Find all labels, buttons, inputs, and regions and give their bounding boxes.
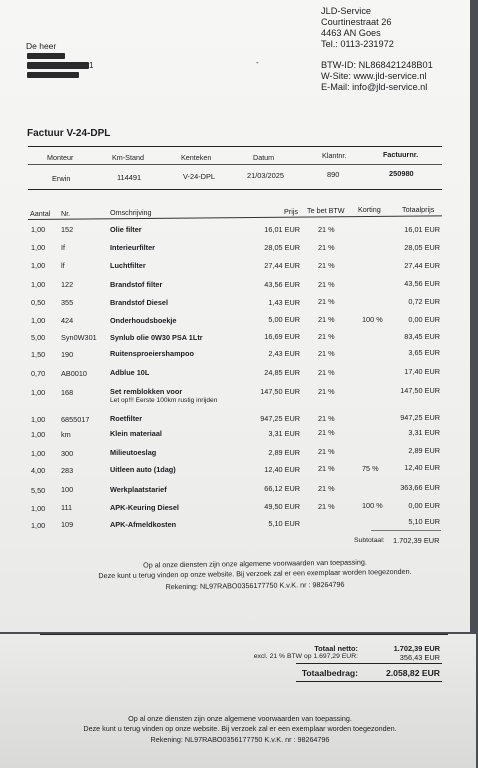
item-desc: Brandstof Diesel [110, 297, 168, 307]
item-qty: 1,00 [31, 504, 46, 513]
item-btw: 21 % [318, 501, 335, 511]
item-btw: 21 % [318, 315, 335, 325]
item-desc: Interieurfilter [110, 242, 156, 252]
val-factuurnr: 250980 [389, 169, 414, 178]
item-nr: 355 [61, 297, 74, 307]
val-kenteken: V-24-DPL [183, 172, 216, 181]
btw-label: excl. 21 % BTW op 1.697,29 EUR: [253, 653, 358, 660]
item-total: 16,01 EUR [404, 225, 440, 234]
item-disc: 100 % [362, 315, 383, 325]
val-datum: 21/03/2025 [247, 171, 284, 180]
item-price: 12,40 EUR [264, 464, 300, 474]
item-total: 3,31 EUR [408, 427, 440, 437]
item-btw: 21 % [318, 279, 335, 289]
item-nr: 300 [61, 448, 74, 458]
item-qty: 1,00 [31, 280, 46, 289]
header-rule-top [28, 146, 442, 147]
item-btw: 21 % [318, 260, 335, 270]
redacted-name [27, 53, 65, 59]
item-price: 2,89 EUR [268, 447, 300, 457]
item-desc: Ruitensproeiershampoo [110, 349, 194, 359]
item-btw: 21 % [318, 464, 335, 474]
item-nr: If [61, 242, 66, 252]
totals-rule-mid [296, 663, 442, 664]
item-btw: 21 % [318, 225, 335, 234]
item-nr: 152 [61, 225, 74, 234]
item-desc: Onderhoudsboekje [110, 315, 177, 325]
th-totaalprijs: Totaalprijs [402, 205, 435, 214]
invoice-page-2 [0, 634, 476, 768]
item-qty: 0,50 [31, 298, 46, 307]
col-klantnr: Klantnr. [322, 151, 347, 160]
val-km: 114491 [117, 173, 142, 182]
customer-suffix: 1 [89, 61, 94, 70]
col-km: Km-Stand [112, 153, 144, 162]
item-price: 24,85 EUR [264, 368, 300, 378]
totals-rule-top [40, 634, 448, 635]
item-qty: 1,00 [31, 261, 46, 270]
item-price: 5,10 EUR [268, 519, 300, 529]
footer1-line2: Deze kunt u terug vinden op onze website. Bij verzoek zal er een exemplaar worden toegezonden. [98, 566, 412, 581]
item-nr: 283 [61, 465, 74, 475]
item-desc: APK-Keuring Diesel [110, 502, 179, 512]
col-factuurnr: Factuurnr. [383, 150, 419, 159]
item-nr: 122 [61, 279, 74, 289]
company-city: 4463 AN Goes [321, 28, 381, 38]
item-total: 12,40 EUR [404, 463, 440, 473]
item-total: 0,72 EUR [408, 297, 440, 307]
item-total: 17,40 EUR [404, 367, 440, 377]
item-qty: 1,00 [31, 316, 46, 325]
item-price: 49,50 EUR [264, 502, 300, 512]
item-nr: 100 [61, 485, 74, 495]
item-qty: 1,50 [31, 350, 46, 359]
company-email: E-Mail: info@jld-service.nl [321, 82, 428, 92]
item-desc: Set remblokken voor [110, 387, 183, 397]
footer2-bank: Rekening: NL97RABO0356177750 K.v.K. nr : 98264796 [150, 735, 330, 744]
th-nr: Nr. [61, 209, 71, 218]
item-price: 43,56 EUR [264, 279, 300, 289]
item-total: 83,45 EUR [404, 331, 440, 341]
item-nr: Syn0W301 [61, 332, 97, 342]
invoice-title: Factuur V-24-DPL [27, 128, 111, 139]
footer1-line1: Op al onze diensten zijn onze algemene voorwaarden van toepassing. [143, 557, 367, 570]
item-price: 147,50 EUR [260, 387, 300, 396]
item-price: 947,25 EUR [260, 413, 300, 423]
item-desc: APK-Afmeldkosten [110, 519, 177, 529]
item-price: 27,44 EUR [264, 260, 300, 270]
subtotal-rule [371, 530, 441, 531]
item-qty: 0,70 [31, 369, 46, 378]
item-total: 947,25 EUR [400, 412, 440, 422]
total-label: Totaalbedrag: [301, 668, 358, 678]
val-monteur: Erwin [52, 174, 71, 183]
item-nr: km [61, 429, 71, 439]
item-total: 3,65 EUR [408, 348, 440, 358]
item-price: 16,01 EUR [264, 225, 300, 234]
item-price: 28,05 EUR [264, 242, 300, 252]
item-qty: 1,00 [31, 521, 46, 530]
val-klantnr: 890 [327, 170, 340, 179]
item-total: 147,50 EUR [400, 386, 440, 396]
item-total: 5,10 EUR [408, 517, 440, 527]
item-nr: 111 [61, 503, 73, 513]
item-disc: 100 % [362, 501, 383, 511]
item-price: 2,43 EUR [268, 349, 300, 359]
header-rule-bottom [28, 189, 442, 190]
item-price: 1,43 EUR [268, 297, 300, 307]
header-rule-mid [28, 164, 442, 165]
item-price: 5,00 EUR [268, 315, 300, 325]
item-total: 28,05 EUR [404, 242, 440, 252]
item-desc: Synlub olie 0W30 PSA 1Ltr [110, 332, 203, 342]
item-qty: 1,00 [31, 225, 46, 234]
col-monteur: Monteur [47, 153, 74, 162]
th-btw: Te bet BTW [307, 206, 345, 215]
item-btw: 21 % [318, 483, 335, 493]
item-nr: 6855017 [61, 414, 90, 424]
netto-label: Totaal netto: [314, 644, 358, 653]
item-btw: 21 % [318, 447, 335, 457]
company-phone: Tel.: 0113-231972 [321, 39, 394, 49]
item-nr: 168 [61, 387, 74, 397]
item-total: 43,56 EUR [404, 279, 440, 289]
item-btw: 21 % [318, 297, 335, 307]
item-btw: 21 % [318, 242, 335, 252]
item-qty: 1,00 [31, 415, 46, 424]
item-desc: Luchtfilter [110, 260, 146, 270]
item-price: 66,12 EUR [264, 484, 300, 494]
item-desc: Olie filter [110, 225, 142, 234]
company-web: W-Site: www.jld-service.nl [321, 71, 427, 81]
col-kenteken: Kenteken [181, 153, 212, 162]
item-price: 16,69 EUR [264, 332, 300, 342]
redacted-city [27, 72, 79, 78]
item-nr: lf [61, 260, 65, 270]
th-omschrijving: Omschrijving [110, 208, 152, 217]
item-desc: Uitleen auto (1dag) [110, 465, 176, 475]
col-datum: Datum [253, 153, 275, 162]
item-desc: Brandstof filter [110, 279, 163, 289]
item-nr: AB0010 [61, 368, 87, 378]
item-qty: 1,00 [31, 449, 46, 458]
item-qty: 5,00 [31, 333, 46, 342]
company-btw: BTW-ID: NL868421248B01 [321, 60, 433, 70]
item-qty: 1,00 [31, 430, 46, 439]
item-nr: 109 [61, 520, 74, 530]
th-aantal: Aantal [30, 209, 51, 218]
footer2-line2: Deze kunt u terug vinden op onze website. Bij verzoek zal er een exemplaar worden toegezonden. [83, 724, 397, 733]
item-qty: 5,50 [31, 486, 46, 495]
total-value: 2.058,82 EUR [386, 668, 440, 678]
subtotal-value: 1.702,39 EUR [393, 536, 440, 545]
company-name: JLD-Service [321, 6, 372, 16]
item-btw: 21 % [318, 332, 335, 342]
btw-value: 356,43 EUR [399, 653, 440, 662]
item-btw: 21 % [318, 367, 335, 377]
item-qty: 1,00 [31, 243, 46, 252]
item-disc: 75 % [362, 463, 379, 473]
netto-value: 1.702,39 EUR [393, 644, 440, 653]
item-price: 3,31 EUR [268, 428, 300, 438]
subtotal-label: Subtotaal: [354, 537, 385, 544]
item-btw: 21 % [318, 413, 335, 423]
item-qty: 4,00 [31, 466, 46, 475]
company-street: Courtinestraat 26 [321, 17, 392, 27]
item-total: 27,44 EUR [404, 260, 440, 270]
item-btw: 21 % [318, 428, 335, 438]
item-total: 0,00 EUR [408, 500, 440, 510]
item-btw: 21 % [318, 386, 335, 396]
item-qty: 1,00 [31, 388, 46, 397]
company-block [321, 6, 433, 93]
item-note: Let op!!! Eerste 100km rustig inrijden [110, 397, 218, 404]
customer-salutation: De heer [26, 41, 57, 51]
item-nr: 190 [61, 349, 74, 359]
item-desc: Werkplaatstarief [110, 484, 167, 494]
item-total: 2,89 EUR [408, 446, 440, 456]
th-prijs: Prijs [284, 207, 298, 216]
item-nr: 424 [61, 315, 74, 325]
items-header-rule [28, 215, 442, 220]
item-total: 0,00 EUR [408, 314, 440, 324]
item-desc: Milieutoeslag [110, 448, 157, 458]
item-desc: Roetfilter [110, 414, 143, 424]
redacted-address [27, 62, 89, 69]
item-total: 363,66 EUR [400, 482, 440, 492]
item-desc: Klein materiaal [110, 429, 162, 439]
footer2-line1: Op al onze diensten zijn onze algemene voorwaarden van toepassing. [128, 714, 352, 723]
th-korting: Korting [358, 205, 381, 214]
footer1-bank: Rekening: NL97RABO0356177750 K.v.K. nr : 98264796 [165, 579, 345, 592]
separator-dash: - [256, 58, 259, 67]
totals-rule-bottom [296, 681, 442, 682]
item-btw: 21 % [318, 348, 335, 358]
item-desc: Adblue 10L [110, 368, 150, 378]
